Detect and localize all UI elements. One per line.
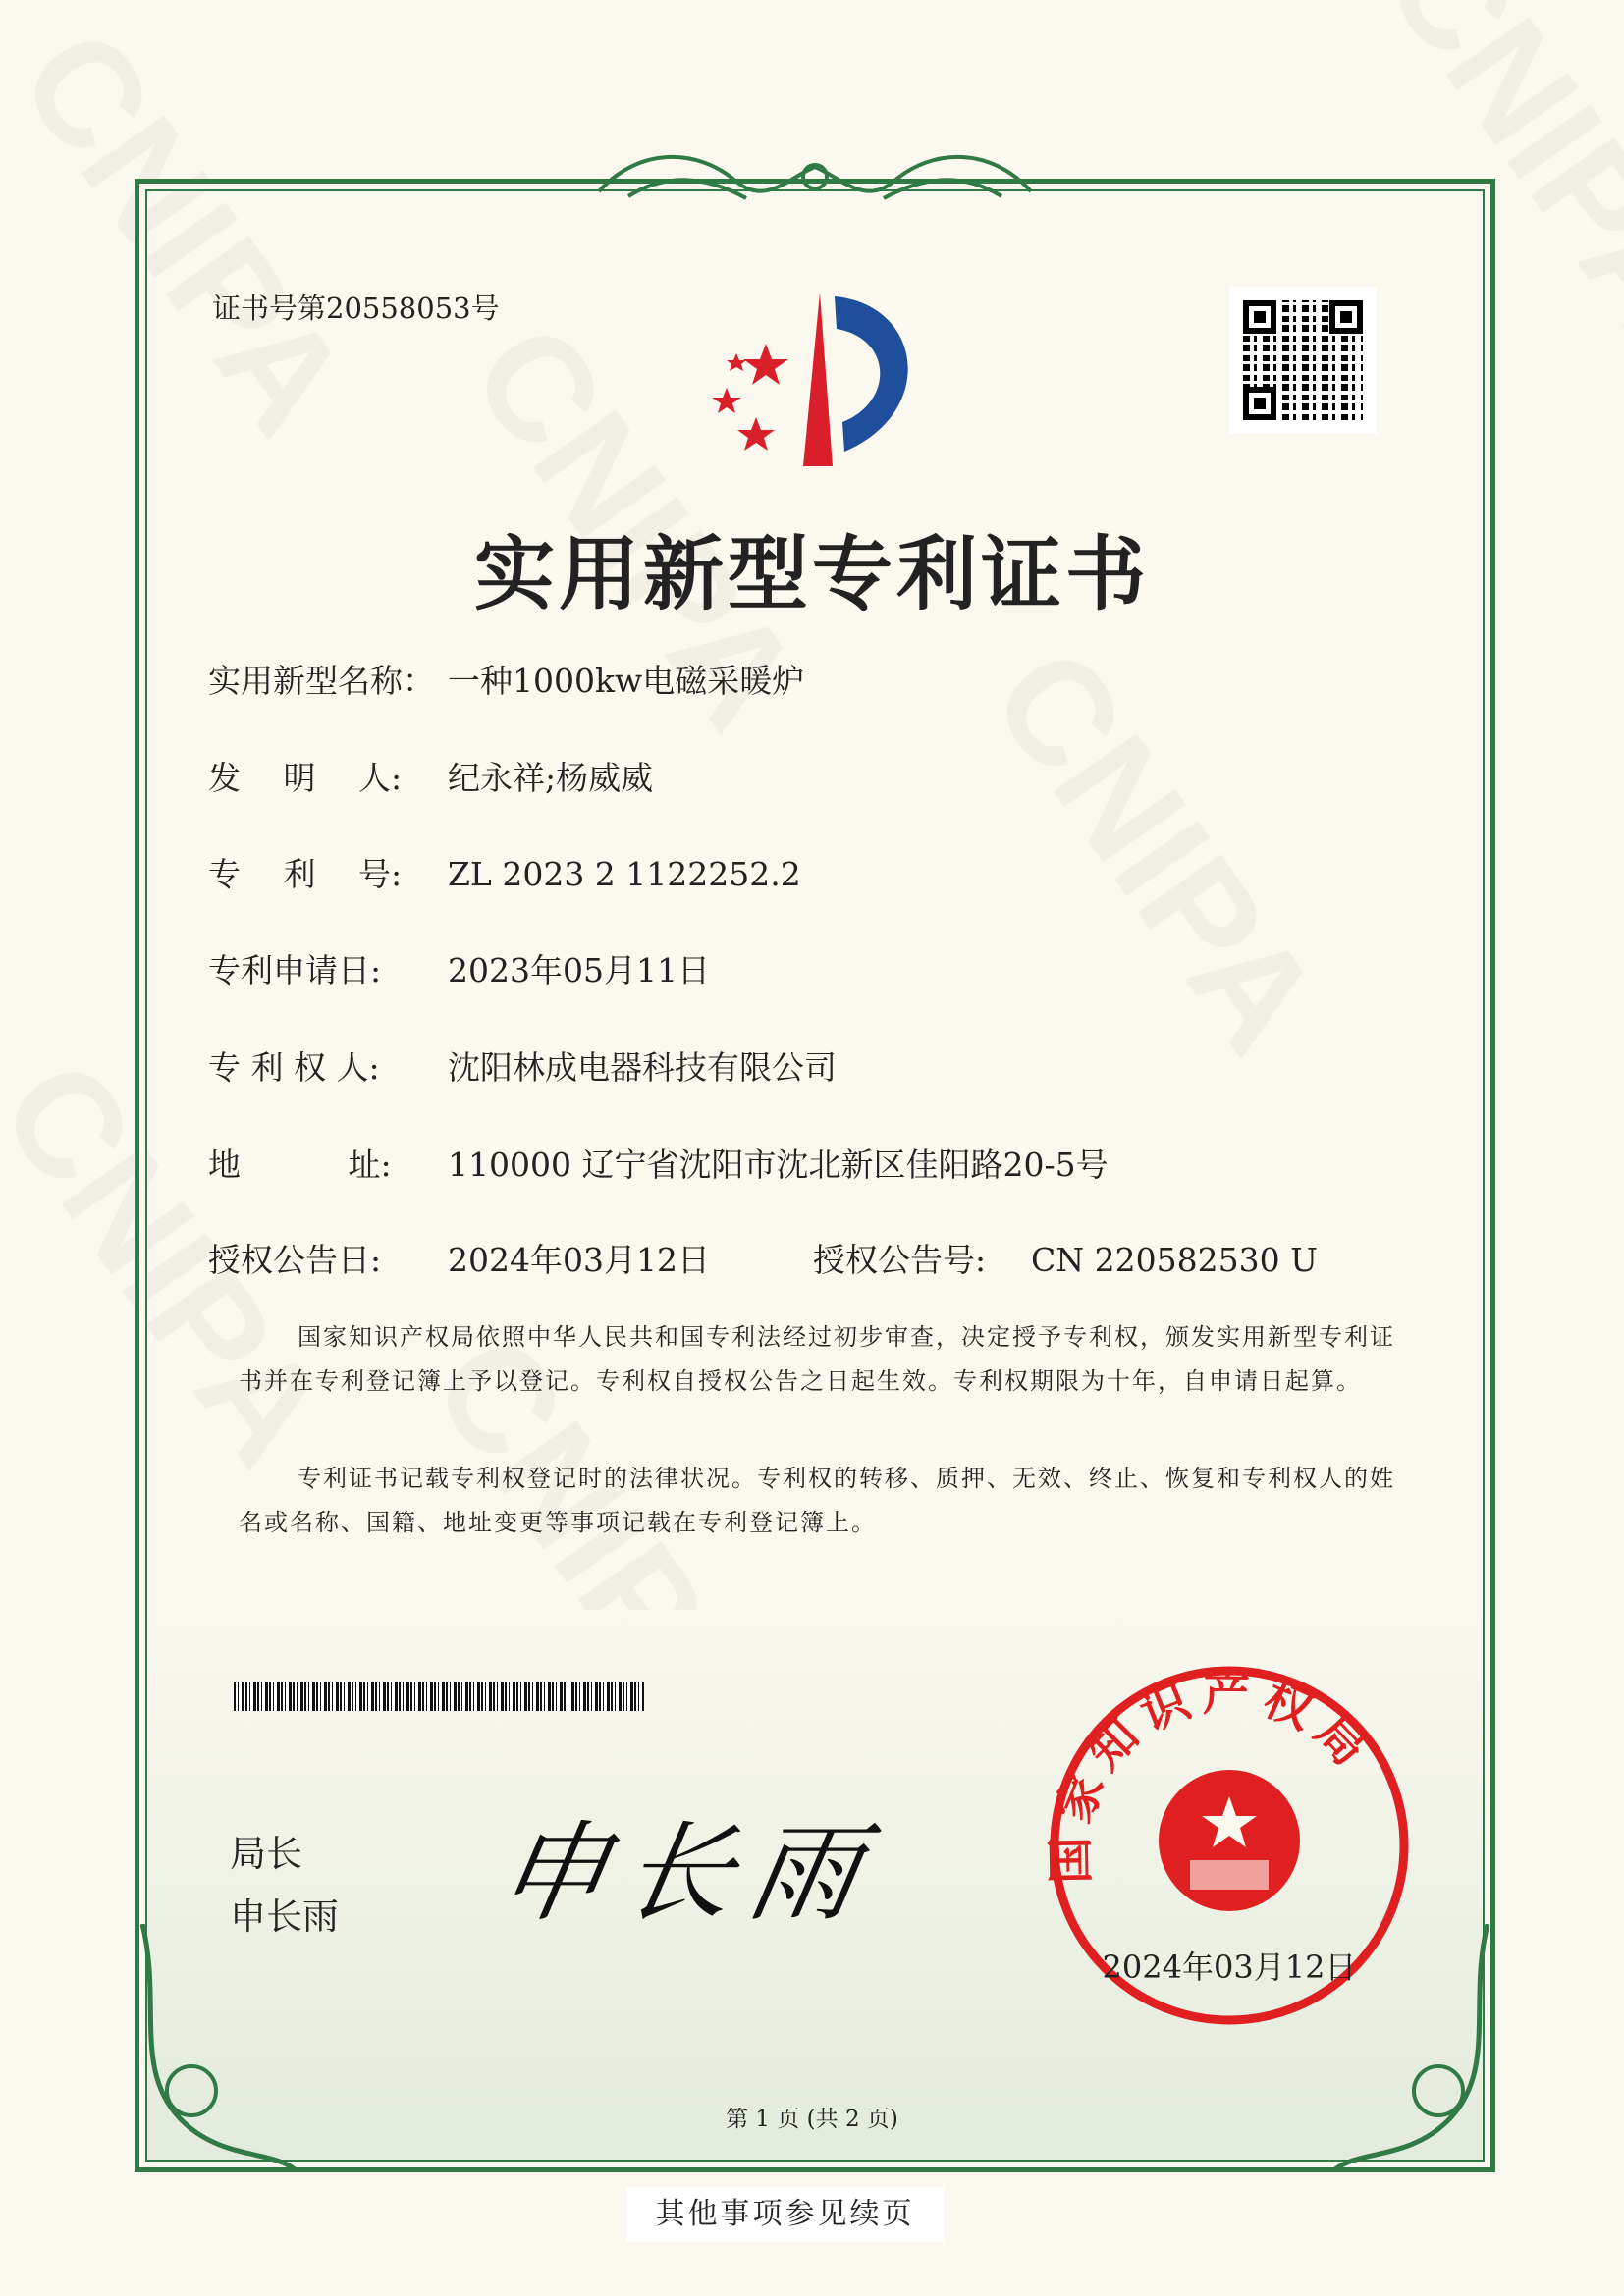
field-patentee: 专 利 权 人: 沈阳林成电器科技有限公司 bbox=[208, 1048, 837, 1087]
signatory-title: 局长 bbox=[230, 1833, 302, 1875]
field-inventors: 发 明 人: 纪永祥;杨威威 bbox=[208, 759, 654, 797]
field-application-date: 专利申请日: 2023年05月11日 bbox=[208, 951, 710, 989]
page-title: 实用新型专利证书 bbox=[473, 527, 1150, 621]
ornament-corner-left-icon bbox=[123, 1924, 299, 2179]
field-utility-model-name: 实用新型名称： 一种1000kw电磁采暖炉 bbox=[208, 662, 805, 700]
certificate-number: 证书号第20558053号 bbox=[212, 292, 500, 325]
signatory-name: 申长雨 bbox=[230, 1896, 339, 1938]
cnipa-logo-icon bbox=[697, 285, 943, 476]
field-grant-date: 授权公告日: 2024年03月12日 bbox=[208, 1241, 710, 1279]
svg-text:2024年03月12日: 2024年03月12日 bbox=[1102, 1949, 1357, 1986]
barcode bbox=[234, 1682, 644, 1711]
field-announcement-number: 授权公告号: CN 220582530 U bbox=[813, 1241, 1318, 1279]
paragraph-grant: 国家知识产权局依照中华人民共和国专利法经过初步审查，决定授予专利权，颁发实用新型专利证书并在专利登记簿上予以登记。专利权自授权公告之日起生效。专利权期限为十年，自申请日起算。 bbox=[239, 1323, 1395, 1395]
continuation-note: 其他事项参见续页 bbox=[626, 2187, 944, 2242]
svg-text:国家知识产权局: 国家知识产权局 bbox=[1043, 1666, 1384, 1885]
official-seal bbox=[1043, 1659, 1416, 2032]
field-patent-number: 专 利 号: ZL 2023 2 1122252.2 bbox=[208, 855, 801, 893]
ornament-top-icon bbox=[579, 137, 1051, 226]
page-indicator: 第 1 页 (共 2 页) bbox=[726, 2107, 898, 2132]
field-address: 地 址: 110000 辽宁省沈阳市沈北新区佳阳路20-5号 bbox=[208, 1146, 1109, 1184]
paragraph-legal-status: 专利证书记载专利权登记时的法律状况。专利权的转移、质押、无效、终止、恢复和专利权人的姓名或名称、国籍、地址变更等事项记载在专利登记簿上。 bbox=[239, 1465, 1395, 1536]
signature: 申长雨 bbox=[488, 1810, 888, 1936]
qr-code[interactable] bbox=[1229, 287, 1377, 434]
